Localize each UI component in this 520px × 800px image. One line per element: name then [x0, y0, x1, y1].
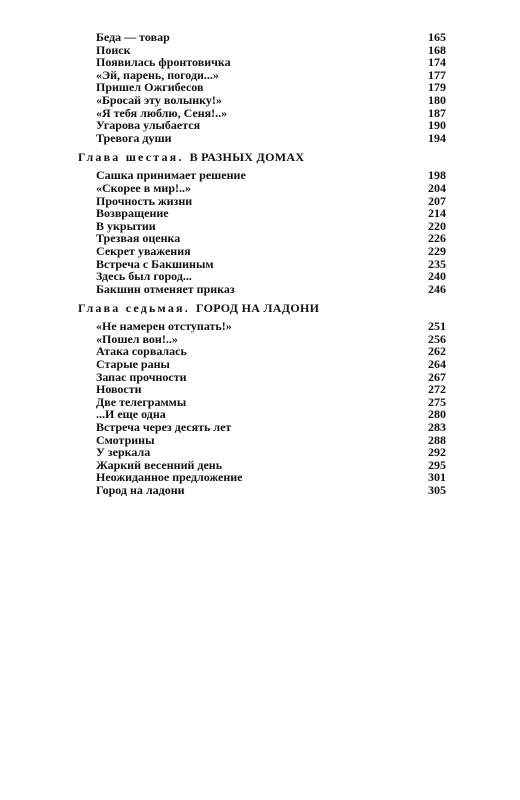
toc-section [0, 147, 520, 295]
entry-page-number: 207 [428, 193, 446, 208]
entry-title: Встреча через десять лет [96, 420, 232, 435]
toc-entry [0, 31, 520, 44]
entry-title: «Эй, парень, погоди...» [96, 67, 219, 82]
toc-entry [0, 56, 520, 69]
entry-title: Возвращение [96, 206, 169, 221]
entry-page-number: 246 [428, 281, 446, 296]
entry-page-number: 179 [428, 80, 446, 95]
chapter-label: Глава шестая. [78, 150, 184, 165]
chapter-heading [0, 147, 520, 167]
entry-title: «Я тебя люблю, Сеня!..» [96, 105, 228, 120]
table-of-contents [0, 31, 520, 497]
entry-page-number: 177 [428, 67, 446, 82]
entry-page-number: 168 [428, 42, 446, 57]
toc-entry [0, 358, 520, 371]
chapter-label: Глава седьмая. [78, 301, 190, 316]
entry-page-number: 267 [428, 369, 446, 384]
entry-title: «Не намерен отступать!» [96, 319, 232, 334]
entry-page-number: 272 [428, 382, 446, 397]
entry-title: Город на ладони [96, 483, 185, 497]
entry-page-number: 292 [428, 445, 446, 460]
chapter-title: ГОРОД НА ЛАДОНИ [195, 301, 320, 316]
entry-title: Секрет уважения [96, 243, 191, 258]
entry-page-number: 187 [428, 105, 446, 120]
entry-title: Атака сорвалась [96, 344, 187, 359]
entry-title: Тревога души [96, 130, 172, 145]
entry-page-number: 198 [428, 168, 446, 183]
entry-title: Неожиданное предложение [96, 470, 243, 485]
entry-title: Старые раны [96, 357, 170, 372]
entry-title: Здесь был город... [96, 269, 192, 284]
toc-entry [0, 421, 520, 434]
entry-title: У зеркала [96, 445, 151, 460]
entry-title: «Бросай эту волынку!» [96, 92, 222, 107]
entry-title: В укрытии [96, 218, 156, 233]
entry-page-number: 190 [428, 118, 446, 133]
entry-title: Пришел Ожгибесов [96, 80, 204, 95]
entry-page-number: 275 [428, 394, 446, 409]
chapter-title: В РАЗНЫХ ДОМАХ [189, 150, 305, 165]
toc-entry [0, 446, 520, 459]
toc-entry [0, 207, 520, 220]
entry-page-number: 204 [428, 180, 446, 195]
entry-title: Угарова улыбается [96, 118, 201, 133]
entry-page-number: 264 [428, 357, 446, 372]
entry-title: «Пошел вон!..» [96, 331, 178, 346]
toc-entry [0, 119, 520, 132]
entry-title: Сашка принимает решение [96, 168, 246, 183]
entry-page-number: 280 [428, 407, 446, 422]
toc-entry [0, 383, 520, 396]
chapter-heading [0, 298, 520, 318]
entry-page-number: 283 [428, 420, 446, 435]
entry-page-number: 240 [428, 269, 446, 284]
entry-title: Бакшин отменяет приказ [96, 281, 235, 296]
toc-entry [0, 484, 520, 497]
entry-page-number: 295 [428, 457, 446, 472]
entry-page-number: 194 [428, 130, 446, 145]
entry-title: ...И еще одна [96, 407, 166, 422]
entry-title: «Скорее в мир!..» [96, 180, 191, 195]
entry-page-number: 165 [428, 30, 446, 44]
toc-entry [0, 182, 520, 195]
entry-page-number: 174 [428, 55, 446, 70]
entry-title: Прочность жизни [96, 193, 193, 208]
entry-page-number: 214 [428, 206, 446, 221]
toc-entry [0, 270, 520, 283]
entry-title: Беда — товар [96, 30, 170, 44]
toc-entry [0, 320, 520, 333]
entry-title: Запас прочности [96, 369, 187, 384]
entry-page-number: 301 [428, 470, 446, 485]
entry-page-number: 262 [428, 344, 446, 359]
entry-title: Две телеграммы [96, 394, 187, 409]
entry-title: Смотрины [96, 432, 155, 447]
entry-title: Появилась фронтовичка [96, 55, 231, 70]
entry-page-number: 229 [428, 243, 446, 258]
entry-title: Новости [96, 382, 142, 397]
entry-page-number: 305 [428, 483, 446, 497]
entry-page-number: 251 [428, 319, 446, 334]
entry-page-number: 180 [428, 92, 446, 107]
toc-section [0, 31, 520, 144]
toc-entry [0, 132, 520, 145]
toc-entry [0, 245, 520, 258]
entry-title: Поиск [96, 42, 131, 57]
entry-page-number: 226 [428, 231, 446, 246]
toc-entry [0, 94, 520, 107]
entry-page-number: 288 [428, 432, 446, 447]
toc-section [0, 298, 520, 496]
entry-page-number: 235 [428, 256, 446, 271]
toc-entry [0, 283, 520, 296]
entry-page-number: 256 [428, 331, 446, 346]
entry-title: Встреча с Бакшиным [96, 256, 214, 271]
entry-title: Жаркий весенний день [96, 457, 223, 472]
entry-title: Трезвая оценка [96, 231, 181, 246]
entry-page-number: 220 [428, 218, 446, 233]
